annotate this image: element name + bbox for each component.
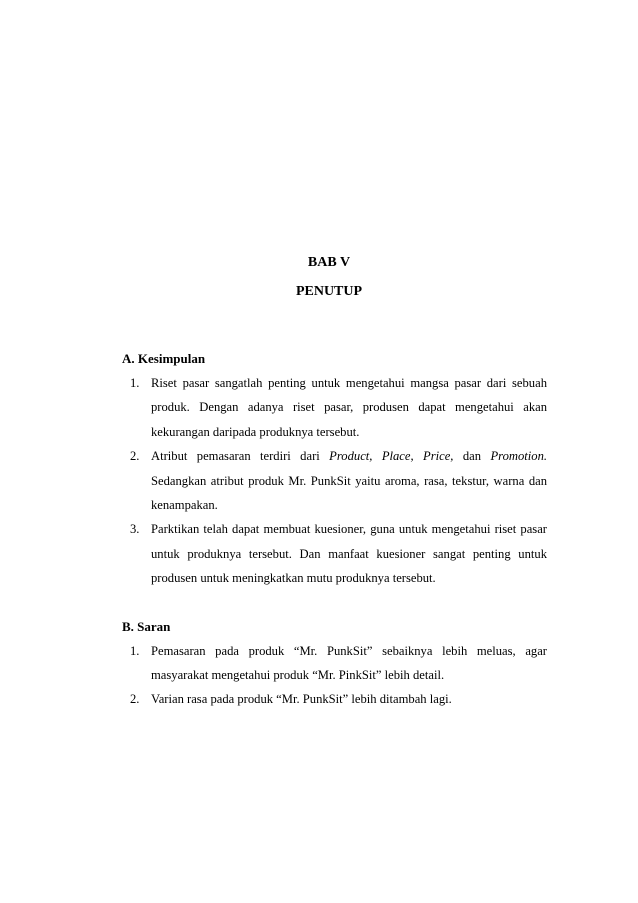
- list-item-text: Riset pasar sangatlah penting untuk mengetahui mangsa pasar dari sebuah produk. Dengan adanya riset pasar, produsen dapat mengetahui akan kekurangan daripada produknya tersebut.: [151, 376, 547, 439]
- kesimpulan-list: [122, 371, 547, 591]
- list-item-text-after: Sedangkan atribut produk Mr. PunkSit yaitu aroma, rasa, tekstur, warna dan kenampakan.: [151, 473, 547, 513]
- section-spacer: [122, 591, 547, 615]
- list-item-text-mid: dan: [453, 449, 491, 464]
- list-item: [122, 444, 547, 517]
- list-item-text-before: Atribut pemasaran terdiri dari: [151, 449, 330, 464]
- list-item-text: Pemasaran pada produk “Mr. PunkSit” sebaiknya lebih meluas, agar masyarakat mengetahui produk “Mr. PinkSit” lebih detail.: [151, 643, 547, 683]
- list-item-italic-term: Promotion.: [490, 449, 548, 464]
- list-item-text: Varian rasa pada produk “Mr. PunkSit” lebih ditambah lagi.: [151, 692, 452, 707]
- list-item-text: Parktikan telah dapat membuat kuesioner, guna untuk mengetahui riset pasar untuk produknya tersebut. Dan manfaat kuesioner sangat penting untuk produsen untuk meningkatkan mutu produknya tersebut.: [151, 522, 547, 586]
- list-item-number: 2.: [130, 692, 140, 707]
- chapter-number: BAB V: [307, 255, 351, 270]
- saran-list: [122, 639, 547, 712]
- list-item-number: 1.: [130, 376, 140, 390]
- list-item: [122, 371, 547, 444]
- list-item-italic-terms: Product, Place, Price,: [329, 449, 454, 464]
- chapter-title: PENUTUP: [295, 284, 363, 299]
- section-heading-saran: B. Saran: [122, 618, 171, 634]
- list-item-number: 2.: [130, 449, 140, 464]
- list-item-number: 1.: [130, 643, 140, 658]
- list-item: [122, 687, 547, 711]
- chapter-content: [122, 347, 547, 712]
- list-item: [122, 639, 547, 688]
- section-heading-kesimpulan: A. Kesimpulan: [122, 351, 206, 366]
- list-item-number: 3.: [130, 522, 140, 537]
- list-item: [122, 517, 547, 590]
